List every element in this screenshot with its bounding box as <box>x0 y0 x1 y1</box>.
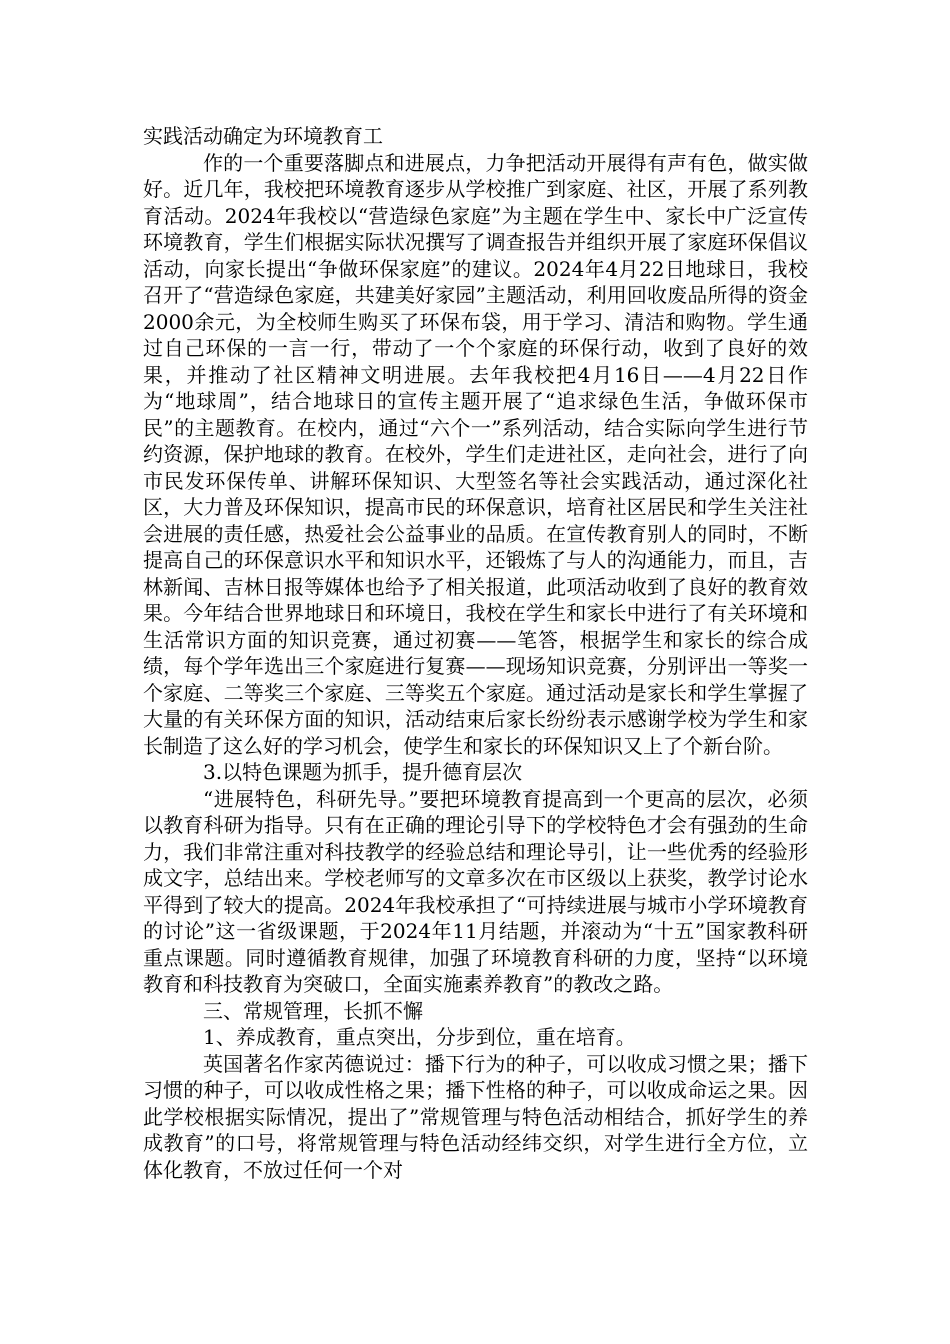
subsection-heading-habit-education: 1、养成教育，重点突出，分步到位，重在培育。 <box>203 1025 636 1049</box>
document-body <box>143 123 808 1183</box>
paragraph-continuation: 实践活动确定为环境教育工 <box>143 124 383 148</box>
paragraph-habit-education: 英国著名作家芮德说过：播下行为的种子，可以收成习惯之果；播下习惯的种子，可以收成性格之果；播下性格的种子，可以收成命运之果。因此学校根据实际情况，提出了”常规管理与特色活动相结合，抓好学生的养成教育”的口号，将常规管理与特色活动经纬交织，对学生进行全方位，立体化教育，不放过任何一个对 <box>143 1051 808 1182</box>
paragraph-environment-activities: 作的一个重要落脚点和进展点，力争把活动开展得有声有色，做实做好。近几年，我校把环境教育逐步从学校推广到家庭、社区，开展了系列教育活动。2024年我校以“营造绿色家庭”为主题在学生中、家长中广泛宣传环境教育，学生们根据实际状况撰写了调查报告并组织开展了家庭环保倡议活动，向家长提出“争做环保家庭”的建议。2024年4月22日地球日，我校召开了“营造绿色家庭，共建美好家园”主题活动，利用回收废品所得的资金2000余元，为全校师生购买了环保布袋，用于学习、清洁和购物。学生通过自己环保的一言一行，带动了一个个家庭的环保行动，收到了良好的效果，并推动了社区精神文明进展。去年我校把4月16日——4月22日作为“地球周”，结合地球日的宣传主题开展了“追求绿色生活，争做环保市民”的主题教育。在校内，通过“六个一”系列活动，结合实际向学生进行节约资源，保护地球的教育。在校外，学生们走进社区，走向社会，进行了向市民发环保传单、讲解环保知识、大型签名等社会实践活动，通过深化社区，大力普及环保知识，提高市民的环保意识，培育社区居民和学生关注社会进展的责任感，热爱社会公益事业的品质。在宣传教育别人的同时，不断提高自己的环保意识水平和知识水平，还锻炼了与人的沟通能力，而且，吉林新闻、吉林日报等媒体也给予了相关报道，此项活动收到了良好的教育效果。今年结合世界地球日和环境日，我校在学生和家长中进行了有关环境和生活常识方面的知识竞赛，通过初赛——笔答，根据学生和家长的综合成绩，每个学年选出三个家庭进行复赛——现场知识竞赛，分别评出一等奖一个家庭、二等奖三个家庭、三等奖五个家庭。通过活动是家长和学生掌握了大量的有关环保方面的知识，活动结束后家长纷纷表示感谢学校为学生和家长制造了这么好的学习机会，使学生和家长的环保知识又上了个新台阶。 <box>143 150 808 758</box>
section-heading-routine-management: 三、常规管理，长抓不懈 <box>203 998 423 1023</box>
section-heading-research: 3.以特色课题为抓手，提升德育层次 <box>203 760 523 784</box>
paragraph-research: “进展特色，科研先导。”要把环境教育提高到一个更高的层次，必须以教育科研为指导。只有在正确的理论引导下的学校特色才会有强劲的生命力，我们非常注重对科技教学的经验总结和理论导引，让一些优秀的经验形成文字，总结出来。学校老师写的文章多次在市区级以上获奖，教学讨论水平得到了较大的提高。2024年我校承担了“可持续进展与城市小学环境教育的讨论”这一省级课题，于2024年11月结题，并滚动为“十五”国家教科研重点课题。同时遵循教育规律，加强了环境教育科研的力度，坚持“以环境教育和科技教育为突破口，全面实施素养教育”的教改之路。 <box>143 786 808 996</box>
